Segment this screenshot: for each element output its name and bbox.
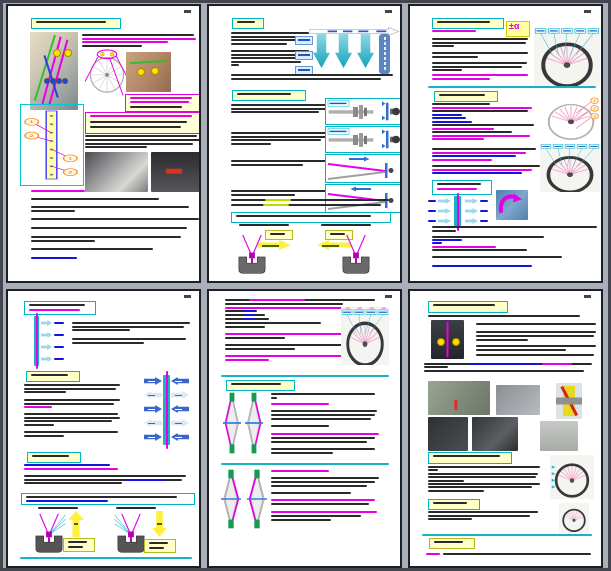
wheel-diagram-labeled (540, 144, 600, 192)
paragraph (476, 354, 478, 356)
heading-line (31, 190, 85, 192)
text-line (432, 265, 532, 267)
force-arrow (171, 391, 189, 399)
paragraph (231, 104, 233, 106)
paragraph (476, 345, 478, 347)
text-line (24, 468, 118, 470)
paragraph (271, 492, 273, 494)
wheel-diagram-arrows (550, 455, 594, 499)
fork-photo (431, 320, 464, 359)
paragraph (271, 511, 273, 513)
note-box-wide (21, 493, 195, 505)
section-title-box (24, 301, 96, 315)
small-arrow (438, 198, 451, 204)
text-line (54, 334, 64, 336)
rim-cross-section (221, 469, 241, 529)
text-line (54, 358, 64, 360)
workbench-photo (428, 381, 490, 415)
paragraph (271, 425, 273, 427)
paragraph (271, 410, 273, 412)
page-5[interactable] (207, 289, 402, 568)
diagram-title (239, 224, 289, 226)
nipple-wrench-diagram (114, 513, 148, 555)
hub-photo (30, 32, 78, 110)
paragraph (271, 448, 273, 450)
section-title-box (428, 452, 512, 464)
alpha-label: ±α (509, 21, 520, 31)
text-line (31, 206, 189, 208)
hub-flange-diagram (22, 108, 80, 182)
center-line (36, 313, 38, 369)
svg-text:1: 1 (593, 98, 596, 103)
paragraph (24, 384, 26, 386)
hub-dark-photo (472, 417, 518, 451)
page-number (385, 10, 392, 13)
paragraph (72, 322, 74, 324)
nipple-wrench-diagram (32, 513, 66, 555)
divider (20, 557, 192, 559)
rim-cross-section (245, 392, 263, 454)
section-title-box (232, 90, 306, 101)
paragraph (432, 103, 434, 105)
paragraph (271, 477, 273, 479)
force-arrow (171, 419, 189, 427)
svg-text:1: 1 (68, 156, 73, 161)
page-number (184, 10, 191, 13)
label-box (63, 538, 95, 552)
small-arrow (41, 332, 52, 338)
section-title-box (31, 18, 121, 29)
wheel-diagram-small (559, 503, 589, 533)
paragraph (424, 363, 426, 365)
divider (221, 375, 389, 377)
text-line (231, 204, 381, 206)
label-box (144, 539, 176, 553)
rim-cross-section (223, 392, 241, 454)
force-arrow (144, 433, 162, 441)
rim-light-photo (540, 421, 578, 451)
heading-line (271, 403, 329, 405)
text-line (31, 248, 153, 250)
heading-line (432, 30, 476, 32)
paragraph (428, 466, 430, 468)
text-line (31, 198, 159, 200)
force-arrow (144, 377, 162, 385)
label-box (265, 230, 293, 240)
force-arrow (171, 377, 189, 385)
svg-text:2: 2 (68, 170, 73, 175)
paragraph (231, 190, 233, 192)
bike-photo (428, 417, 468, 451)
step-label-box (295, 36, 313, 45)
wheel-schematic (84, 48, 130, 96)
section-title-box (428, 301, 508, 313)
rim-closeup-photo (85, 152, 148, 192)
small-arrow (465, 198, 478, 204)
paragraph (476, 323, 478, 325)
paragraph (231, 132, 233, 134)
down-arrow (313, 34, 330, 68)
svg-text:1: 1 (29, 119, 34, 125)
diagram-title (38, 507, 78, 509)
paragraph (225, 355, 227, 357)
divider (422, 534, 592, 536)
small-arrow (465, 208, 478, 214)
axle-diagram (325, 98, 401, 125)
page-grid (6, 4, 606, 568)
svg-text:2: 2 (29, 133, 34, 139)
text-line (31, 240, 95, 242)
paragraph (24, 475, 26, 477)
text-line (428, 315, 580, 317)
section-title-box (428, 499, 480, 510)
text-line (54, 322, 64, 324)
page-number (385, 295, 392, 298)
text-line (480, 200, 488, 202)
text-line (24, 464, 110, 466)
tension-down-arrow (152, 511, 167, 537)
section-title-box (26, 371, 80, 382)
center-line (166, 371, 168, 449)
force-arrow (144, 419, 162, 427)
text-line (480, 210, 488, 212)
text-line (249, 299, 305, 301)
section-title-box (226, 380, 295, 391)
paragraph (432, 52, 434, 54)
section-title-box (434, 91, 498, 102)
page-3[interactable] (408, 4, 603, 283)
page-number (584, 10, 591, 13)
axle-diagram (325, 126, 401, 153)
paragraph (231, 74, 233, 76)
paragraph (72, 338, 74, 340)
page-6[interactable] (408, 289, 603, 568)
paragraph (24, 413, 26, 415)
paragraph (432, 148, 434, 150)
step-label-box (295, 51, 313, 60)
spoke-tension-diagram (325, 154, 401, 183)
text-line (432, 256, 562, 258)
text-line (243, 314, 255, 316)
nipple-wrench-diagram (339, 234, 373, 276)
callout-note (125, 94, 201, 112)
text-line (243, 310, 255, 312)
text-line (542, 363, 572, 365)
text-line (243, 318, 255, 320)
paragraph (271, 499, 273, 501)
paragraph (225, 333, 227, 335)
callout-note (85, 112, 201, 134)
hand-spoke-photo (126, 52, 171, 92)
paragraph (24, 399, 26, 401)
highlight (265, 199, 291, 201)
section-title-box (27, 452, 81, 463)
note-box (432, 180, 492, 195)
highlight (263, 204, 289, 206)
page-2[interactable] (207, 4, 402, 283)
paragraph (231, 50, 233, 52)
process-flow-arrow (309, 23, 399, 32)
paragraph (432, 165, 434, 167)
paragraph (432, 236, 434, 238)
small-arrow (438, 218, 451, 224)
page-4[interactable] (6, 289, 201, 568)
paragraph (271, 393, 273, 395)
spokes-photo (151, 152, 201, 192)
heading-line (271, 470, 329, 472)
paragraph (24, 431, 26, 433)
rotation-arrow (498, 192, 522, 216)
section-title-box (429, 538, 475, 549)
dropout-schematic (556, 383, 582, 419)
vertical-label-box (379, 34, 390, 74)
section-title-box (432, 18, 504, 29)
diagram-title (321, 224, 371, 226)
rim-tape-photo (496, 385, 540, 415)
text-line (31, 236, 181, 238)
text-line (470, 363, 540, 365)
rim-cross-section (247, 469, 267, 529)
paragraph (428, 511, 430, 513)
link-line (31, 257, 77, 259)
text-line (31, 227, 187, 229)
page-number (184, 295, 191, 298)
small-arrow (41, 356, 52, 362)
wheel-diagram-numbered (540, 94, 602, 142)
wheel-photo (174, 52, 201, 92)
force-arrow (144, 391, 162, 399)
paragraph (432, 74, 434, 76)
paragraph (271, 433, 273, 435)
paragraph (432, 226, 434, 228)
divider (221, 463, 389, 465)
text-line (428, 210, 436, 212)
nipple-wrench-diagram (235, 234, 269, 276)
small-arrow (41, 344, 52, 350)
paragraph (225, 299, 227, 301)
text-line (54, 346, 64, 348)
text-line (428, 220, 436, 222)
svg-text:2: 2 (593, 106, 596, 111)
wheel-diagram-labeled (341, 307, 389, 365)
paragraph (476, 331, 478, 333)
small-arrow (438, 208, 451, 214)
small-arrow (41, 320, 52, 326)
paragraph (231, 160, 233, 162)
tension-up-arrow (68, 511, 84, 537)
divider (428, 86, 596, 88)
diagram-title (116, 507, 156, 509)
down-arrow (335, 34, 352, 68)
page-number (584, 295, 591, 298)
small-arrow (465, 218, 478, 224)
text-line (31, 218, 199, 220)
text-line (126, 479, 166, 481)
text-line (231, 199, 389, 201)
text-line (480, 220, 488, 222)
svg-text:3: 3 (593, 113, 596, 119)
paragraph (432, 38, 434, 40)
text-line (428, 200, 436, 202)
force-arrow (171, 405, 189, 413)
down-arrow (357, 34, 374, 68)
section-title-box (232, 18, 264, 29)
intro-text (82, 34, 84, 36)
page-1[interactable] (6, 4, 201, 283)
note-box-wide (231, 212, 391, 223)
body-text (85, 135, 87, 137)
text-line (31, 210, 75, 212)
force-arrow (144, 405, 162, 413)
text-line (443, 553, 591, 555)
text-line (426, 553, 440, 555)
wheel-diagram-labeled (534, 28, 600, 86)
paragraph (231, 32, 233, 34)
force-arrow (171, 433, 189, 441)
paragraph (225, 344, 227, 346)
paragraph (432, 62, 434, 64)
